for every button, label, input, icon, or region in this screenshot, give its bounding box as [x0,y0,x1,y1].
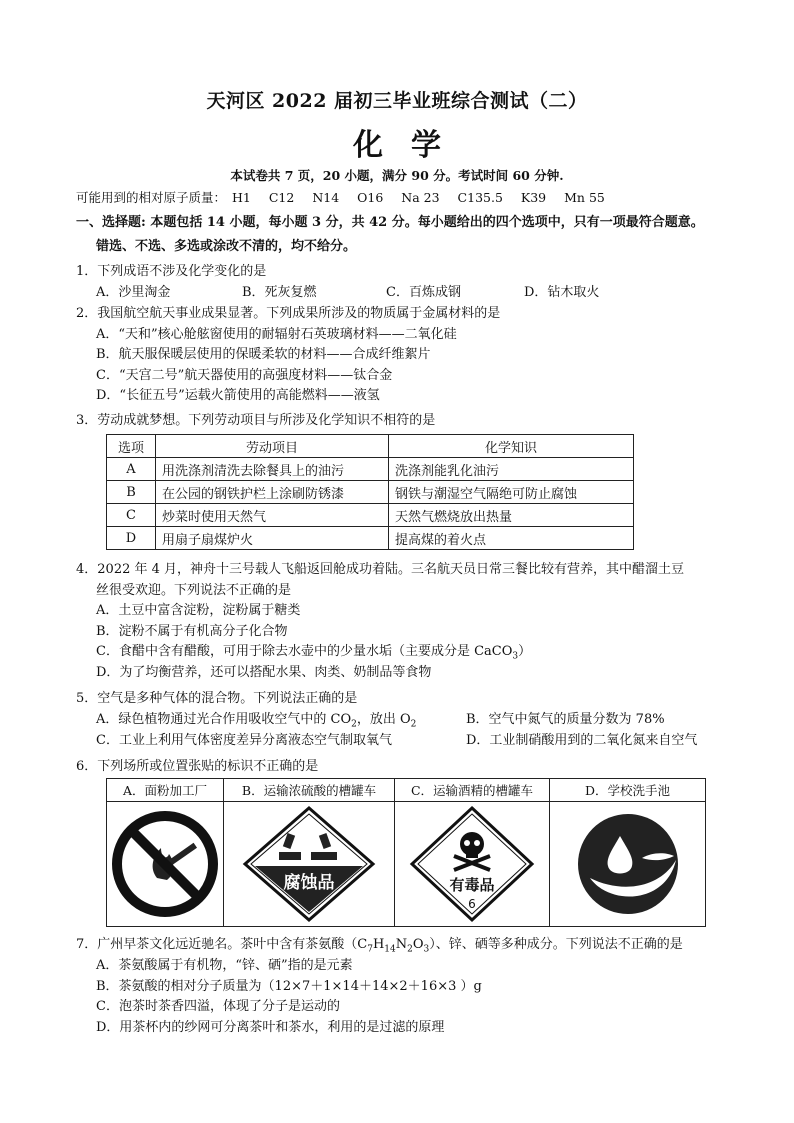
q1-option-c: C．百炼成钢 [386,285,461,300]
table-cell: 钢铁与潮湿空气隔绝可防止腐蚀 [389,481,634,504]
q7-option-b: B．茶氨酸的相对分子质量为（12×7＋1×14＋14×2＋16×3 ）g [96,979,482,994]
table-header-row [107,779,706,802]
q5-option-b: B．空气中氮气的质量分数为 78% [466,712,665,727]
toxic-sign-text: 有毒品 [449,876,495,894]
q3-stem: 3．劳动成就梦想。下列劳动项目与所涉及化学知识不相符的是 [76,413,436,428]
table-cell: 洗涤剂能乳化油污 [389,458,634,481]
table-header-row [107,435,634,458]
table-header: 化学知识 [389,435,634,458]
corrosive-sign-icon [241,804,377,924]
q4-stem: 4．2022 年 4 月，神舟十三号载人飞船返回舱成功着陆。三名航天员日常三餐比较有营养，其中醋溜土豆 [76,562,685,577]
q7-option-a: A．茶氨酸属于有机物，“锌、硒”指的是元素 [96,958,353,973]
q1-option-a: A．沙里淘金 [96,285,171,300]
q4-stem-cont: 丝很受欢迎。下列说法不正确的是 [96,583,292,598]
q5-stem: 5．空气是多种气体的混合物。下列说法正确的是 [76,691,358,706]
q7-formula-sub: 3 [423,944,430,955]
section-note: 错选、不选、多选或涂改不清的，均不给分。 [96,239,357,254]
q5-option-c: C．工业上利用气体密度差异分离液态空气制取氧气 [96,733,392,748]
toxic-sign-icon [406,804,538,924]
table-cell [550,802,706,927]
q4-c-end: ） [518,644,532,659]
no-fire-sign-icon [109,808,221,920]
table-cell: D [107,527,156,550]
table-cell: 炒菜时使用天然气 [156,504,389,527]
section-heading: 一、选择题: 本题包括 14 小题，每小题 3 分，共 42 分。每小题给出的四个选项中，只有一项最符合题意。 [76,215,704,230]
q4-c-sub: 3 [512,651,519,662]
mass-item: Mn 55 [564,190,605,205]
table-row [107,504,634,527]
q6-stem: 6．下列场所或位置张贴的标识不正确的是 [76,759,319,774]
table-header: C．运输酒精的槽罐车 [395,779,550,802]
q7-stem-end: ）、锌、硒等多种成分。下列说法不正确的是 [429,937,683,952]
q4-option-d: D．为了均衡营养，还可以搭配水果、肉类、奶制品等食物 [96,665,432,680]
q2-option-a: A．“天和”核心舱舷窗使用的耐辐射石英玻璃材料——二氧化硅 [96,327,457,342]
exam-title: 天河区 2022 届初三毕业班综合测试（二） [206,90,588,112]
corrosive-sign-text: 腐蚀品 [283,873,335,893]
q5-a-sub: 2 [410,719,417,730]
mass-item: H1 [232,190,251,205]
table-cell: 在公园的钢铁护栏上涂刷防锈漆 [156,481,389,504]
toxic-sign-number: 6 [468,897,476,911]
table-header: 劳动项目 [156,435,389,458]
table-cell: 提高煤的着火点 [389,527,634,550]
q7-formula-sub: 14 [384,944,396,955]
q7-option-d: D．用茶杯内的纱网可分离茶叶和茶水，利用的是过滤的原理 [96,1020,445,1035]
table-cell [395,802,550,927]
q5-a-mid: ，放出 O [356,712,411,727]
q7-option-c: C．泡茶时茶香四溢，体现了分子是运动的 [96,999,340,1014]
q7-stem-text: 7．广州早茶文化远近驰名。茶叶中含有茶氨酸（C [76,937,368,952]
mass-item: Na 23 [401,190,440,205]
table-cell: 用洗涤剂清洗去除餐具上的油污 [156,458,389,481]
q1-option-d: D．钻木取火 [524,285,600,300]
table-cell: A [107,458,156,481]
table-header: A．面粉加工厂 [107,779,224,802]
table-header: D．学校洗手池 [550,779,706,802]
atomic-masses [76,188,619,206]
table-cell: B [107,481,156,504]
q5-a-sub: 2 [351,719,357,730]
q7-formula-o: O [412,937,424,952]
q2-stem: 2．我国航空航天事业成果显著。下列成果所涉及的物质属于金属材料的是 [76,306,501,321]
q6-table [106,778,706,927]
table-cell [224,802,395,927]
q2-option-c: C．“天宫二号”航天器使用的高强度材料——钛合金 [96,368,393,383]
q7-formula-n: N [395,937,408,952]
q1-option-b: B．死灰复燃 [242,285,317,300]
q2-option-b: B．航天服保暖层使用的保暖柔软的材料——合成纤维絮片 [96,347,431,362]
table-cell: 天然气燃烧放出热量 [389,504,634,527]
q4-option-b: B．淀粉不属于有机高分子化合物 [96,624,288,639]
mass-item: N14 [312,190,340,205]
mass-item: O16 [357,190,384,205]
water-saving-sign-icon [570,808,686,920]
table-row [107,527,634,550]
table-cell: 用扇子扇煤炉火 [156,527,389,550]
masses-label: 可能用到的相对原子质量： [76,190,227,205]
table-header: 选项 [107,435,156,458]
q1-stem: 1．下列成语不涉及化学变化的是 [76,264,267,279]
mass-item: C12 [268,190,295,205]
q5-option-d: D．工业制硝酸用到的二氧化氮来自空气 [466,733,698,748]
q7-formula-h: H [372,937,385,952]
table-row [107,481,634,504]
q7-formula-sub: 2 [407,944,413,955]
table-row [107,458,634,481]
q5-a-text: A．绿色植物通过光合作用吸收空气中的 CO [96,712,352,727]
exam-info: 本试卷共 7 页，20 小题，满分 90 分。考试时间 60 分钟. [230,168,564,183]
table-cell [107,802,224,927]
q7-formula-sub: 7 [367,944,373,955]
q4-option-a: A．土豆中富含淀粉，淀粉属于糖类 [96,603,301,618]
subject-title: 化学 [353,128,469,163]
table-row [107,802,706,927]
table-header: B．运输浓硫酸的槽罐车 [224,779,395,802]
q4-c-text: C．食醋中含有醋酸，可用于除去水壶中的少量水垢（主要成分是 CaCO [96,644,513,659]
table-cell: C [107,504,156,527]
mass-item: K39 [520,190,547,205]
q3-table [106,434,634,550]
mass-item: C135.5 [457,190,503,205]
q2-option-d: D．“长征五号”运载火箭使用的高能燃料——液氢 [96,388,380,403]
